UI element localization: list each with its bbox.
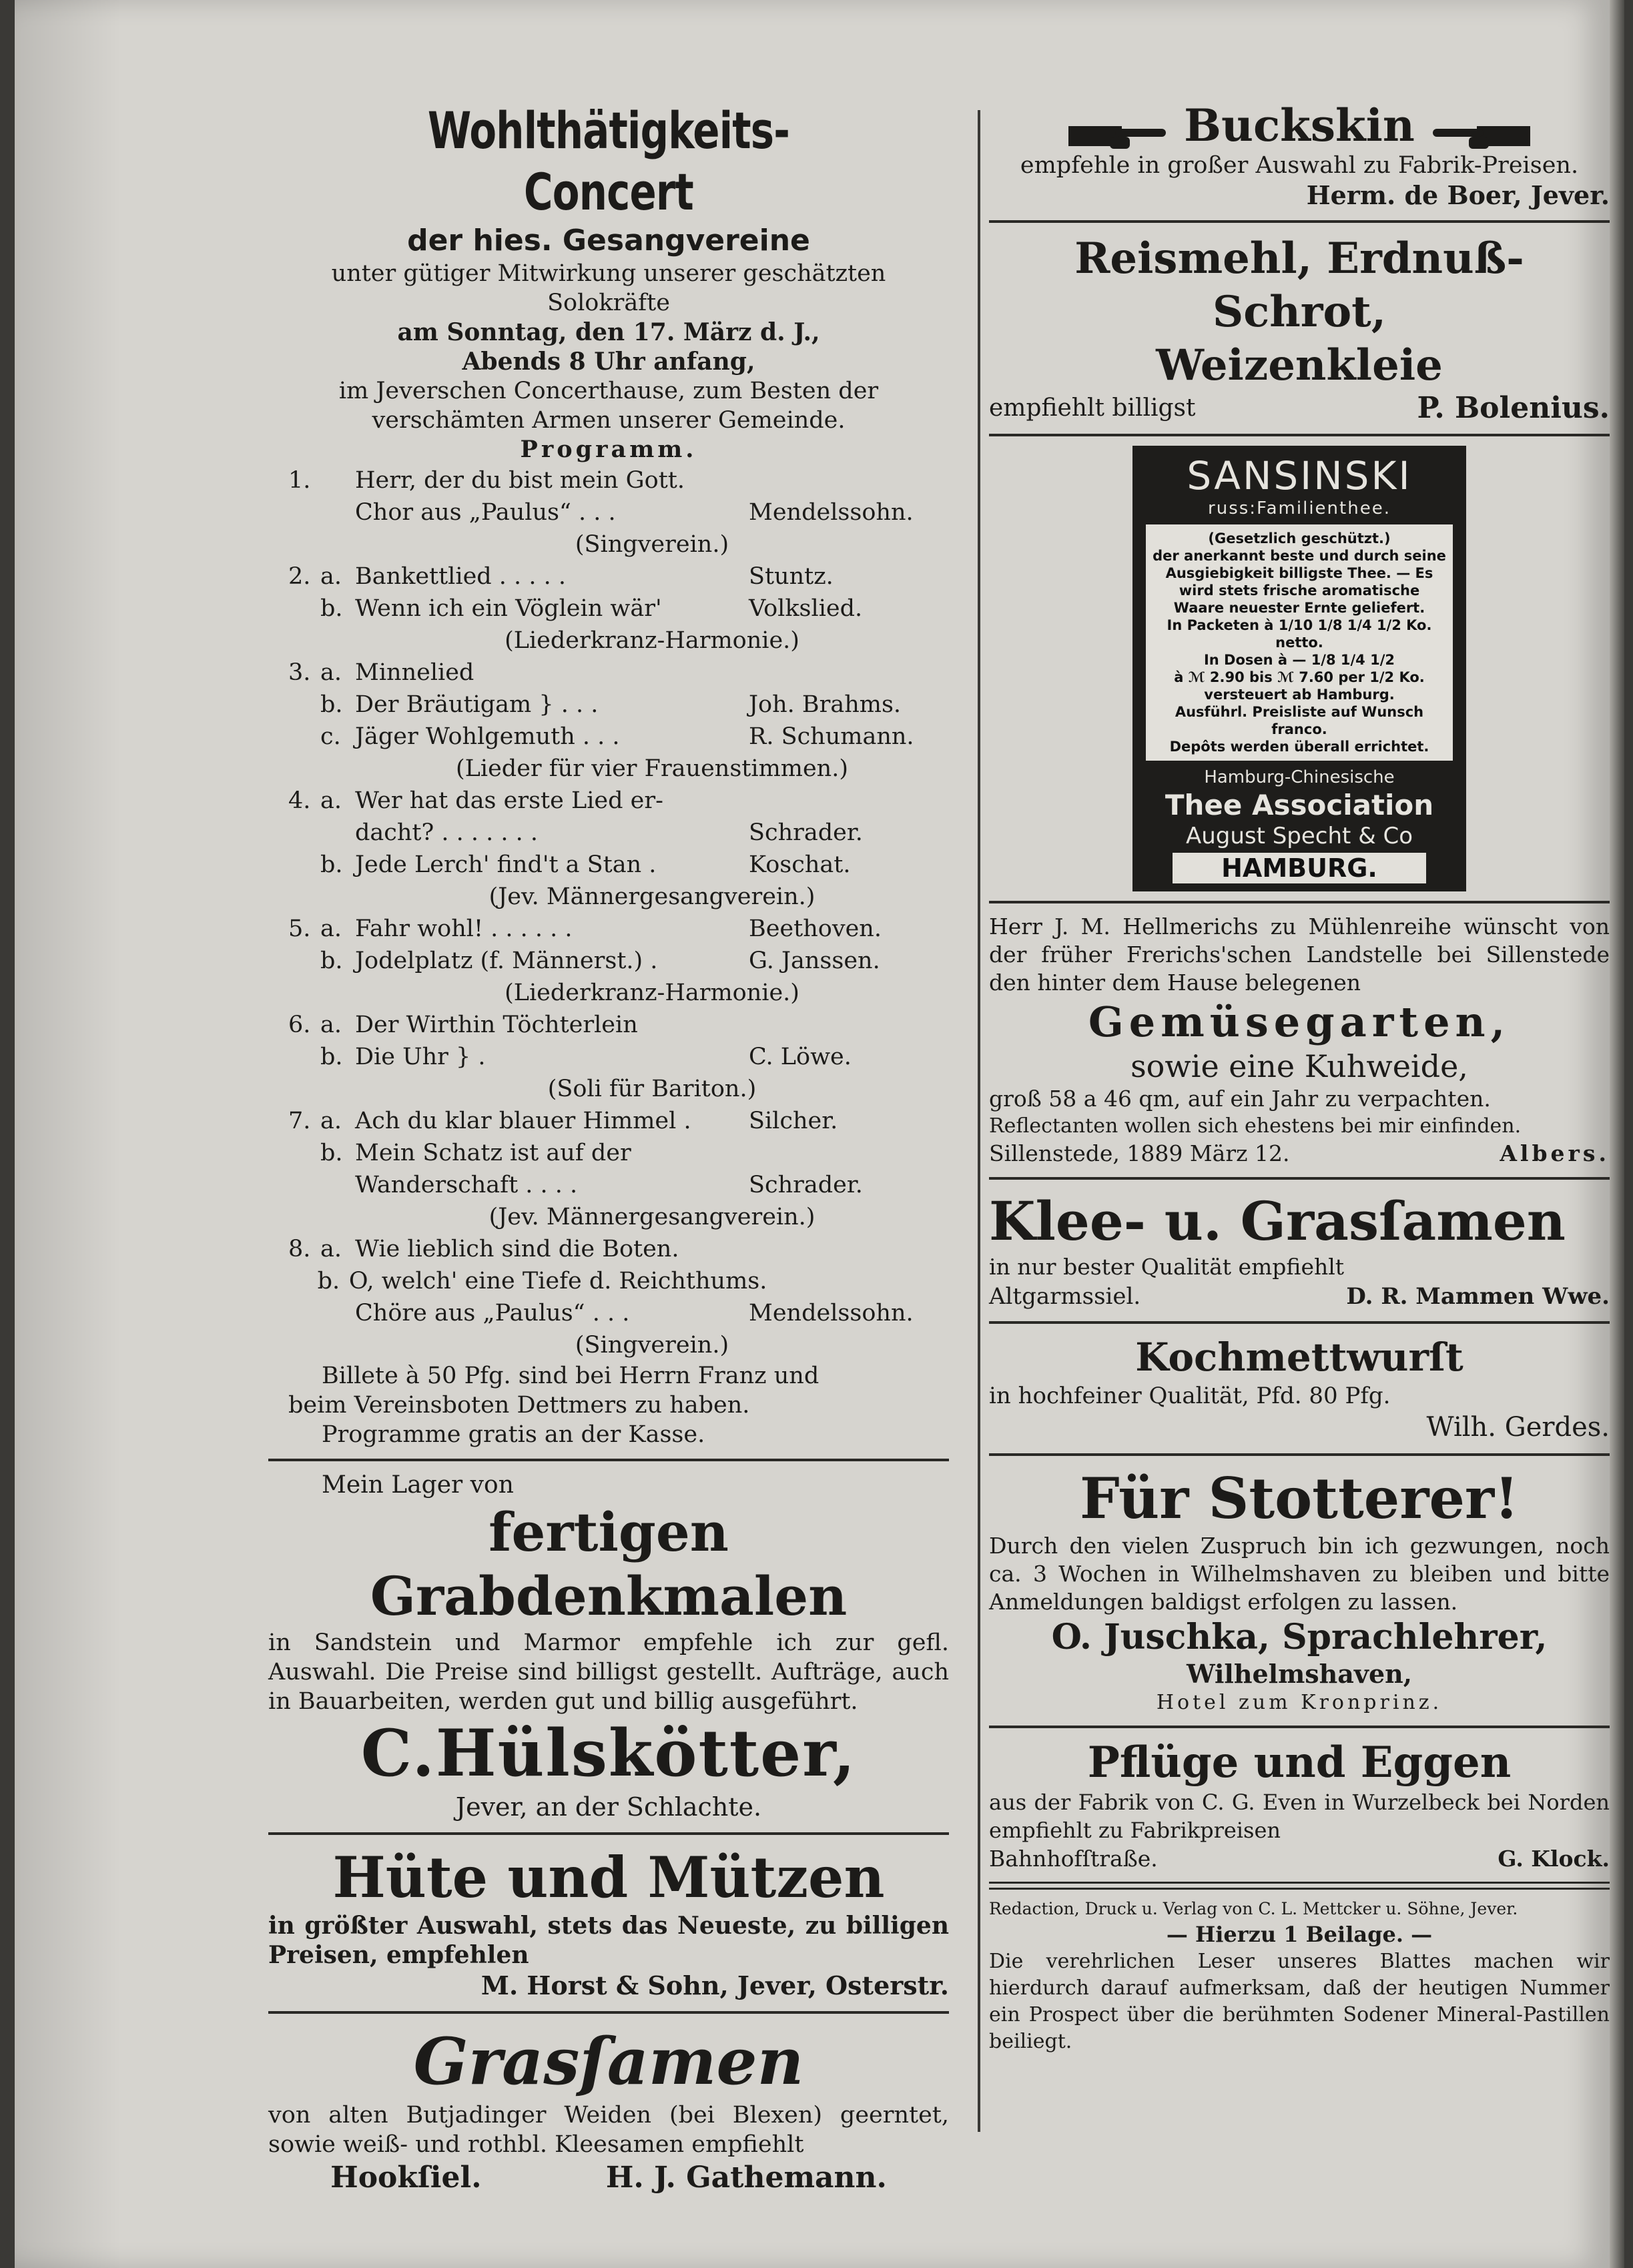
program-subletter: b. [320,595,343,622]
page-edge [1610,0,1624,2268]
gemuese-text1: Herr J. M. Hellmerichs zu Mühlenreihe wünscht von der früher Frerichs'schen Landstelle bei Sillenstede den hinter dem Hause belegenen [989,913,1610,996]
grassamen-signer: H. J. Gathemann. [605,2161,887,2195]
pointing-hand-left-icon [1430,112,1530,147]
program-number [288,817,320,849]
program-performer: (Singverein.) [575,1332,729,1359]
program-subletter: b. [320,948,343,974]
program-number: 7. [288,1108,311,1134]
program-composer [749,1009,949,1041]
program-item [288,1169,949,1201]
double-rule [989,1882,1610,1890]
program-subletter: a. [320,563,342,590]
program-title: Wer hat das erste Lied er- [355,787,663,814]
tea-box2: der anerkannt beste und durch seine Ausgiebigkeit billigste Thee. — Es wird stets frische aromatische Waare neuester Ernte geliefert. [1153,548,1446,616]
program-subletter: b. [320,1140,343,1166]
gemuese-place: Sillenstede, 1889 März 12. [989,1140,1290,1166]
program-performer: (Liederkranz-Harmonie.) [505,627,799,654]
gemuese-sub: sowie eine Kuhweide, [1130,1048,1468,1084]
stotterer-name: O. Juschka, Sprachlehrer, [1051,1617,1548,1657]
program-title: Herr, der du bist mein Gott. [355,467,685,494]
huete-ad [268,1844,949,2002]
grab-name: C.Hülskötter, [360,1716,857,1791]
concert-date: am Sonntag, den 17. März d. J., [397,318,820,346]
program-title: Chöre aus „Paulus“ . . . [355,1300,630,1327]
grabdenkmal-ad [268,1471,949,1823]
program-title: O, welch' eine Tiefe d. Reichthums. [348,1268,767,1294]
rule [989,434,1610,436]
newspaper-page [15,0,1610,2268]
program-title: Die Uhr } . [355,1044,486,1070]
program-subletter: a. [320,1108,342,1134]
rule [268,2011,949,2014]
tickets-line3: Programme gratis an der Kasse. [322,1421,705,1448]
gemuese-text3: Reflectanten wollen sich ehestens bei mir einfinden. [989,1114,1522,1138]
klee-ad [989,1189,1610,1312]
koch-headline: Kochmettwurſt [1135,1335,1463,1380]
program-composer: Schrader. [749,819,863,846]
buckskin-signer: Herm. de Boer, Jever. [1306,180,1610,210]
rule [989,901,1610,903]
program-performer: (Liederkranz-Harmonie.) [505,980,799,1006]
rule [989,1321,1610,1324]
program-title: Bankettlied . . . . . [355,563,566,590]
koch-text: in hochfeiner Qualität, Pfd. 80 Pfg. [989,1383,1391,1409]
buckskin-ad [989,100,1610,211]
tea-box8: Depôts werden überall errichtet. [1169,739,1429,755]
program-item [288,785,949,817]
rule [268,1459,949,1461]
program-subletter [320,496,355,528]
concert-line1: unter gütiger Mitwirkung unserer geschätzten [331,260,886,287]
program-composer: G. Janssen. [749,948,880,974]
program-item [288,913,949,945]
program-item [288,496,949,528]
tea-info-box [1146,524,1453,761]
program-item [288,1041,949,1073]
program-composer [749,464,949,496]
tea-box1: (Gesetzlich geschützt.) [1208,530,1391,546]
tea-box3: In Packeten à 1/10 1/8 1/4 1/2 Ko. netto. [1167,617,1432,651]
tea-box6: versteuert ab Hamburg. [1204,687,1395,703]
rule [989,220,1610,223]
tea-assoc4: HAMBURG. [1173,853,1426,883]
pointing-hand-right-icon [1068,112,1169,147]
program-item [288,1105,949,1137]
reismehl-text: empfiehlt billigst [989,394,1196,422]
program-subletter [320,1169,355,1201]
rule [268,1832,949,1835]
program-number [288,1137,320,1169]
program-item [288,689,949,721]
left-column [268,100,949,2197]
reismehl-signer: P. Bolenius. [1417,391,1610,425]
program-composer [749,785,949,817]
grab-intro: Mein Lager von [322,1471,514,1499]
program-composer: Beethoven. [749,915,882,942]
column-rule [978,110,980,2132]
klee-place: Altgarmssiel. [989,1283,1141,1310]
program-subletter: b. [320,691,343,718]
concert-ad [268,100,949,464]
tea-assoc1: Hamburg-Chinesische [1204,767,1395,787]
tea-box7: Ausführl. Preisliste auf Wunsch franco. [1175,704,1424,737]
tea-brand: SANSINSKI [1187,453,1412,498]
program-composer [749,1137,949,1169]
tea-ad [1132,446,1466,891]
program-composer: C. Löwe. [749,1044,852,1070]
program-title: Minnelied [355,659,474,686]
concert-subtitle: der hies. Gesangvereine [407,224,810,258]
tea-box4: In Dosen à — 1/8 1/4 1/2 [1203,652,1395,668]
program-title: Wanderschaft . . . . [355,1172,578,1198]
program-subletter: b. [317,1268,340,1294]
concert-title: Wohlthätigkeits-Concert [427,101,790,222]
pfluege-ad [989,1738,1610,1874]
program-performer: (Jev. Männergesangverein.) [488,883,815,910]
program-number: 3. [288,659,311,686]
program-composer: Joh. Brahms. [749,691,902,718]
stotterer-text: Durch den vielen Zuspruch bin ich gezwungen, noch ca. 3 Wochen in Wilhelmshaven zu bleiben und bitte Anmeldungen baldigst erfolgen zu lassen. [989,1533,1610,1615]
tickets-line1: Billete à 50 Pfg. sind bei Herrn Franz und [322,1363,820,1389]
footer-redaction: Redaction, Druck u. Verlag von C. L. Mettcker u. Söhne, Jever. [989,1899,1518,1918]
program-number [288,1265,318,1297]
program-subletter: a. [320,1012,342,1038]
grassamen-place: Hookſiel. [330,2161,482,2195]
grassamen-text: von alten Butjadinger Weiden (bei Blexen) geerntet, sowie weiß- und rothbl. Kleesamen empfiehlt [268,2102,949,2158]
program-number [288,849,320,881]
stotterer-headline: Für Stotterer! [1079,1465,1520,1531]
program-composer: Volkslied. [749,595,863,622]
program-title: Fahr wohl! . . . . . . [355,915,573,942]
program-title: Jodelplatz (f. Männerst.) . [355,948,658,974]
huete-text: in größter Auswahl, stets das Neueste, zu billigen Preisen, empfehlen [268,1912,949,1969]
grab-address: Jever, an der Schlachte. [455,1792,762,1822]
program-number [288,1297,320,1329]
footer-notice: Die verehrlichen Leser unseres Blattes machen wir hierdurch darauf aufmerksam, daß der heutigen Nummer ein Prospect über die berühmten Sodener Mineral-Pastillen beiliegt. [989,1950,1610,2053]
program-title: dacht? . . . . . . . [355,819,539,846]
concert-place1: im Jeverschen Concerthause, zum Besten der [338,378,879,404]
program-composer: R. Schumann. [749,723,914,750]
stotterer-hotel: Hotel zum Kronprinz. [1156,1691,1443,1714]
program-item [288,849,949,881]
tea-assoc3: August Specht & Co [1185,823,1413,849]
reismehl-ad [989,232,1610,424]
concert-time: Abends 8 Uhr anfang, [462,348,755,376]
pfluege-street: Bahnhofſtraße. [989,1846,1158,1872]
program-title: Chor aus „Paulus“ . . . [355,499,616,526]
program-item [288,1137,949,1169]
program-number [288,593,320,625]
concert-line2: Solokräfte [547,290,670,316]
klee-text: in nur bester Qualität empfiehlt [989,1254,1345,1280]
program-subletter: b. [320,851,343,878]
reismehl-line1: Reismehl, Erdnuß-Schrot, [1074,234,1524,337]
program-subletter: a. [320,915,342,942]
program-item [288,945,949,977]
huete-headline: Hüte und Mützen [332,1844,885,1910]
buckskin-headline: Buckskin [1184,99,1415,151]
program-item [288,560,949,593]
pfluege-headline: Pflüge und Eggen [1087,1738,1512,1788]
program-subletter: b. [320,1044,343,1070]
rule [989,1726,1610,1728]
program-number [288,496,320,528]
program-composer [767,1265,949,1297]
kochmettwurst-ad [989,1333,1610,1444]
program-title: Der Bräutigam } . . . [355,691,599,718]
program-number: 4. [288,787,311,814]
grassamen-ad [268,2023,949,2197]
reismehl-line2: Weizenkleie [1156,340,1443,390]
grab-headline: fertigen Grabdenkmalen [370,1501,848,1627]
program-number: 8. [288,1236,311,1262]
program-performer: (Soli für Bariton.) [547,1076,757,1102]
rule [989,1177,1610,1180]
gemuese-text2: groß 58 a 46 qm, auf ein Jahr zu verpachten. [989,1086,1491,1112]
footer [989,1898,1610,2055]
program-composer [749,657,949,689]
stotterer-ad [989,1465,1610,1716]
program-item [288,1009,949,1041]
pfluege-signer: G. Klock. [1498,1846,1610,1872]
gemuese-headline: Gemüsegarten, [1088,998,1511,1046]
program-title: Jede Lerch' find't a Stan . [355,851,657,878]
program-heading: Programm. [520,436,697,463]
program-composer: Mendelssohn. [749,1300,914,1327]
program-list [268,464,949,1361]
program-item [288,657,949,689]
program-title: Wenn ich ein Vöglein wär' [355,595,662,622]
program-subletter [320,817,355,849]
program-title: Jäger Wohlgemuth . . . [355,723,620,750]
huete-signer: M. Horst & Sohn, Jever, Osterstr. [480,1970,949,2000]
program-number [288,945,320,977]
program-subletter: a. [320,1236,342,1262]
program-composer: Silcher. [749,1108,838,1134]
program-item [288,1297,949,1329]
program-performer: (Jev. Männergesangverein.) [488,1204,815,1230]
footer-beilage: — Hierzu 1 Beilage. — [1166,1922,1433,1947]
program-composer [749,1233,949,1265]
klee-signer: D. R. Mammen Wwe. [1346,1283,1610,1310]
tickets-line2: beim Vereinsboten Dettmers zu haben. [288,1392,750,1419]
program-title: Wie lieblich sind die Boten. [355,1236,679,1262]
gemuese-signer: Albers. [1500,1140,1610,1166]
program-number: 2. [288,563,311,590]
program-performer: (Lieder für vier Frauenstimmen.) [456,755,848,782]
program-item [288,464,949,496]
pfluege-text: aus der Fabrik von C. G. Even in Wurzelbeck bei Norden empfiehlt zu Fabrikpreisen [989,1790,1610,1843]
program-number [288,1169,320,1201]
klee-headline: Klee- u. Grasſamen [989,1190,1566,1252]
program-item [288,1233,949,1265]
rule [989,1453,1610,1456]
program-number [288,1041,320,1073]
program-title: Mein Schatz ist auf der [355,1140,631,1166]
program-performer: (Singverein.) [575,531,729,558]
program-number: 5. [288,915,311,942]
tea-box5: à ℳ 2.90 bis ℳ 7.60 per 1/2 Ko. [1174,669,1425,685]
buckskin-text: empfehle in großer Auswahl zu Fabrik-Preisen. [1020,152,1579,179]
program-item [288,1265,949,1297]
tea-sub: russ:Familienthee. [1208,498,1391,518]
stotterer-city: Wilhelmshaven, [1186,1659,1413,1689]
concert-place2: verschämten Armen unserer Gemeinde. [372,407,846,434]
program-title: Der Wirthin Töchterlein [355,1012,638,1038]
program-number [288,721,320,753]
grassamen-headline: Grasſamen [413,2024,804,2099]
program-title: Ach du klar blauer Himmel . [355,1108,691,1134]
koch-signer: Wilh. Gerdes. [1426,1412,1610,1443]
program-subletter: a. [320,659,342,686]
program-subletter [320,1297,355,1329]
grab-text: in Sandstein und Marmor empfehle ich zur gefl. Auswahl. Die Preise sind billigst gestellt. Aufträge, auch in Bauarbeiten, werden gut und billig ausgeführt. [268,1629,949,1715]
program-item [288,721,949,753]
program-subletter: a. [320,787,342,814]
program-composer: Schrader. [749,1172,863,1198]
program-number: 1. [288,467,311,494]
right-column [989,100,1610,2055]
program-item [288,817,949,849]
program-item [288,593,949,625]
program-composer: Stuntz. [749,563,834,590]
program-number [288,689,320,721]
program-composer: Koschat. [749,851,851,878]
program-subletter: c. [320,723,341,750]
program-composer: Mendelssohn. [749,499,914,526]
program-subletter [320,464,355,496]
gemuese-ad [989,913,1610,1168]
program-number: 6. [288,1012,311,1038]
tea-assoc2: Thee Association [1165,789,1434,821]
